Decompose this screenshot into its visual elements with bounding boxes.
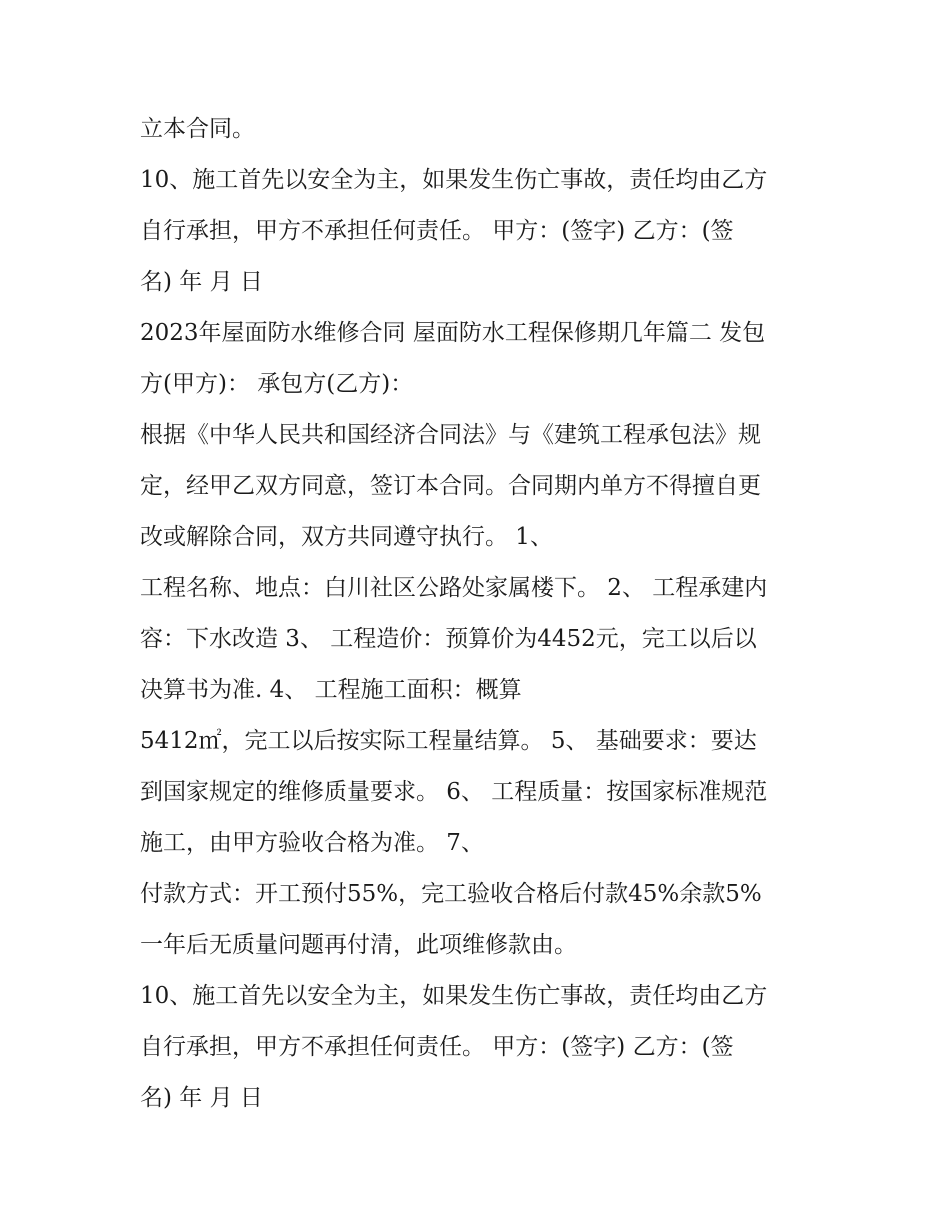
text-line: 名) 年 月 日 [140,269,263,295]
text-line: 方(甲方)： 承包方(乙方)： [140,371,414,397]
text-line: 名) 年 月 日 [140,1085,263,1111]
text-line: 根据《中华人民共和国经济合同法》与《建筑工程承包法》规 [140,422,761,448]
text-line: 决算书为准. 4、 工程施工面积：概算 [140,677,522,703]
text-line: 工程名称、地点：白川社区公路处家属楼下。 2、 工程承建内 [140,575,768,601]
contract-text [140,104,830,1124]
text-line: 10、施工首先以安全为主，如果发生伤亡事故，责任均由乙方 [140,983,768,1009]
text-line: 5412㎡，完工以后按实际工程量结算。 5、 基础要求：要达 [140,728,757,754]
text-line: 容：下水改造 3、 工程造价：预算价为4452元，完工以后以 [140,626,757,652]
text-line: 2023年屋面防水维修合同 屋面防水工程保修期几年篇二 发包 [140,320,766,346]
text-line: 立本合同。 [140,116,255,142]
text-line: 付款方式：开工预付55%，完工验收合格后付款45%余款5% [140,881,762,907]
text-line: 到国家规定的维修质量要求。 6、 工程质量：按国家标准规范 [140,779,768,805]
text-line: 定，经甲乙双方同意，签订本合同。合同期内单方不得擅自更 [140,473,761,499]
text-line: 施工，由甲方验收合格为准。 7、 [140,830,484,856]
text-line: 自行承担，甲方不承担任何责任。 甲方：(签字) 乙方：(签 [140,218,734,244]
text-line: 10、施工首先以安全为主，如果发生伤亡事故，责任均由乙方 [140,167,768,193]
text-line: 自行承担，甲方不承担任何责任。 甲方：(签字) 乙方：(签 [140,1034,734,1060]
text-line: 改或解除合同，双方共同遵守执行。 1、 [140,524,553,550]
text-line: 一年后无质量问题再付清，此项维修款由。 [140,932,577,958]
